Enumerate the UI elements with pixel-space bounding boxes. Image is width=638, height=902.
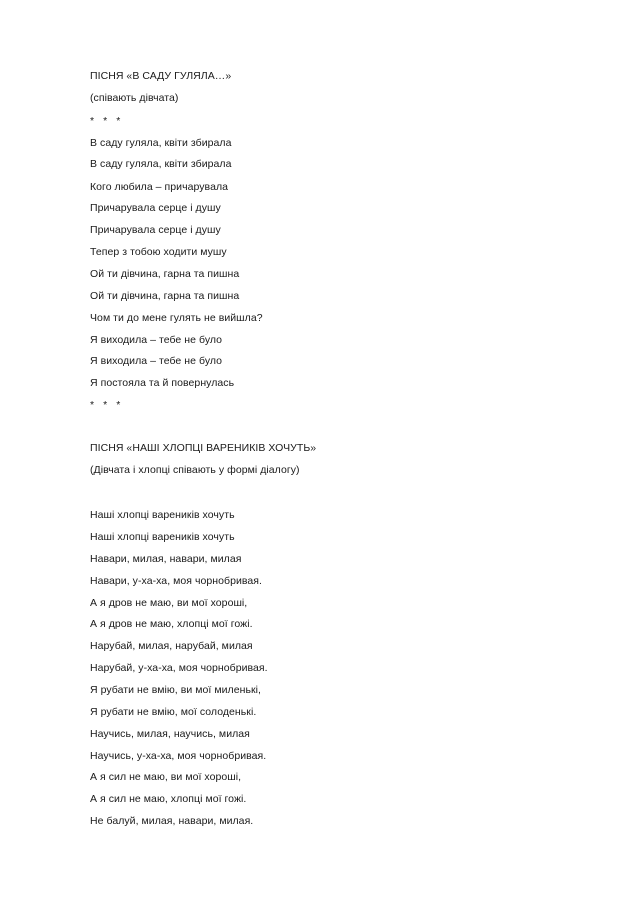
song1-line: Я постояла та й повернулась xyxy=(90,377,235,389)
song2-line: Нарубай, милая, нарубай, милая xyxy=(90,640,253,652)
song2-line: А я дров не маю, ви мої хороші, xyxy=(90,597,248,609)
song1-line: Ой ти дівчина, гарна та пишна xyxy=(90,290,240,302)
song1-title: ПІСНЯ «В САДУ ГУЛЯЛА…» xyxy=(90,70,232,82)
song2-line: Не балуй, милая, навари, милая. xyxy=(90,815,254,827)
song1-line: В саду гуляла, квіти збирала xyxy=(90,137,232,149)
song1-subtitle: (співають дівчата) xyxy=(90,92,179,104)
song1-separator-bottom: * * * xyxy=(90,399,121,411)
song2-subtitle: (Дівчата і хлопці співають у формі діалогу) xyxy=(90,464,300,476)
song2-line: Я рубати не вмію, мої солоденькі. xyxy=(90,706,257,718)
song2-line: Навари, милая, навари, милая xyxy=(90,553,242,565)
song2-line: А я дров не маю, хлопці мої гожі. xyxy=(90,618,253,630)
song2-line: Наші хлопці вареників хочуть xyxy=(90,531,235,543)
song1-line: Я виходила – тебе не було xyxy=(90,355,223,367)
song2-line: А я сил не маю, хлопці мої гожі. xyxy=(90,793,247,805)
song2-line: Я рубати не вмію, ви мої миленькі, xyxy=(90,684,261,696)
song2-title: ПІСНЯ «НАШІ ХЛОПЦІ ВАРЕНИКІВ ХОЧУТЬ» xyxy=(90,442,317,454)
song1-line: Чом ти до мене гулять не вийшла? xyxy=(90,312,263,324)
song2-line: Научись, милая, научись, милая xyxy=(90,728,250,740)
song1-line: В саду гуляла, квіти збирала xyxy=(90,158,232,170)
song2-line: Наші хлопці вареників хочуть xyxy=(90,509,235,521)
song1-line: Я виходила – тебе не було xyxy=(90,334,223,346)
song2-line: Навари, у-ха-ха, моя чорнобривая. xyxy=(90,575,263,587)
song2-line: А я сил не маю, ви мої хороші, xyxy=(90,771,242,783)
song1-line: Причарувала серце і душу xyxy=(90,224,221,236)
song1-line: Тепер з тобою ходити мушу xyxy=(90,246,227,258)
song1-line: Ой ти дівчина, гарна та пишна xyxy=(90,268,240,280)
song1-separator-top: * * * xyxy=(90,115,121,127)
song1-line: Кого любила – причарувала xyxy=(90,181,229,193)
song2-line: Нарубай, у-ха-ха, моя чорнобривая. xyxy=(90,662,268,674)
song2-line: Научись, у-ха-ха, моя чорнобривая. xyxy=(90,750,267,762)
song1-line: Причарувала серце і душу xyxy=(90,202,221,214)
